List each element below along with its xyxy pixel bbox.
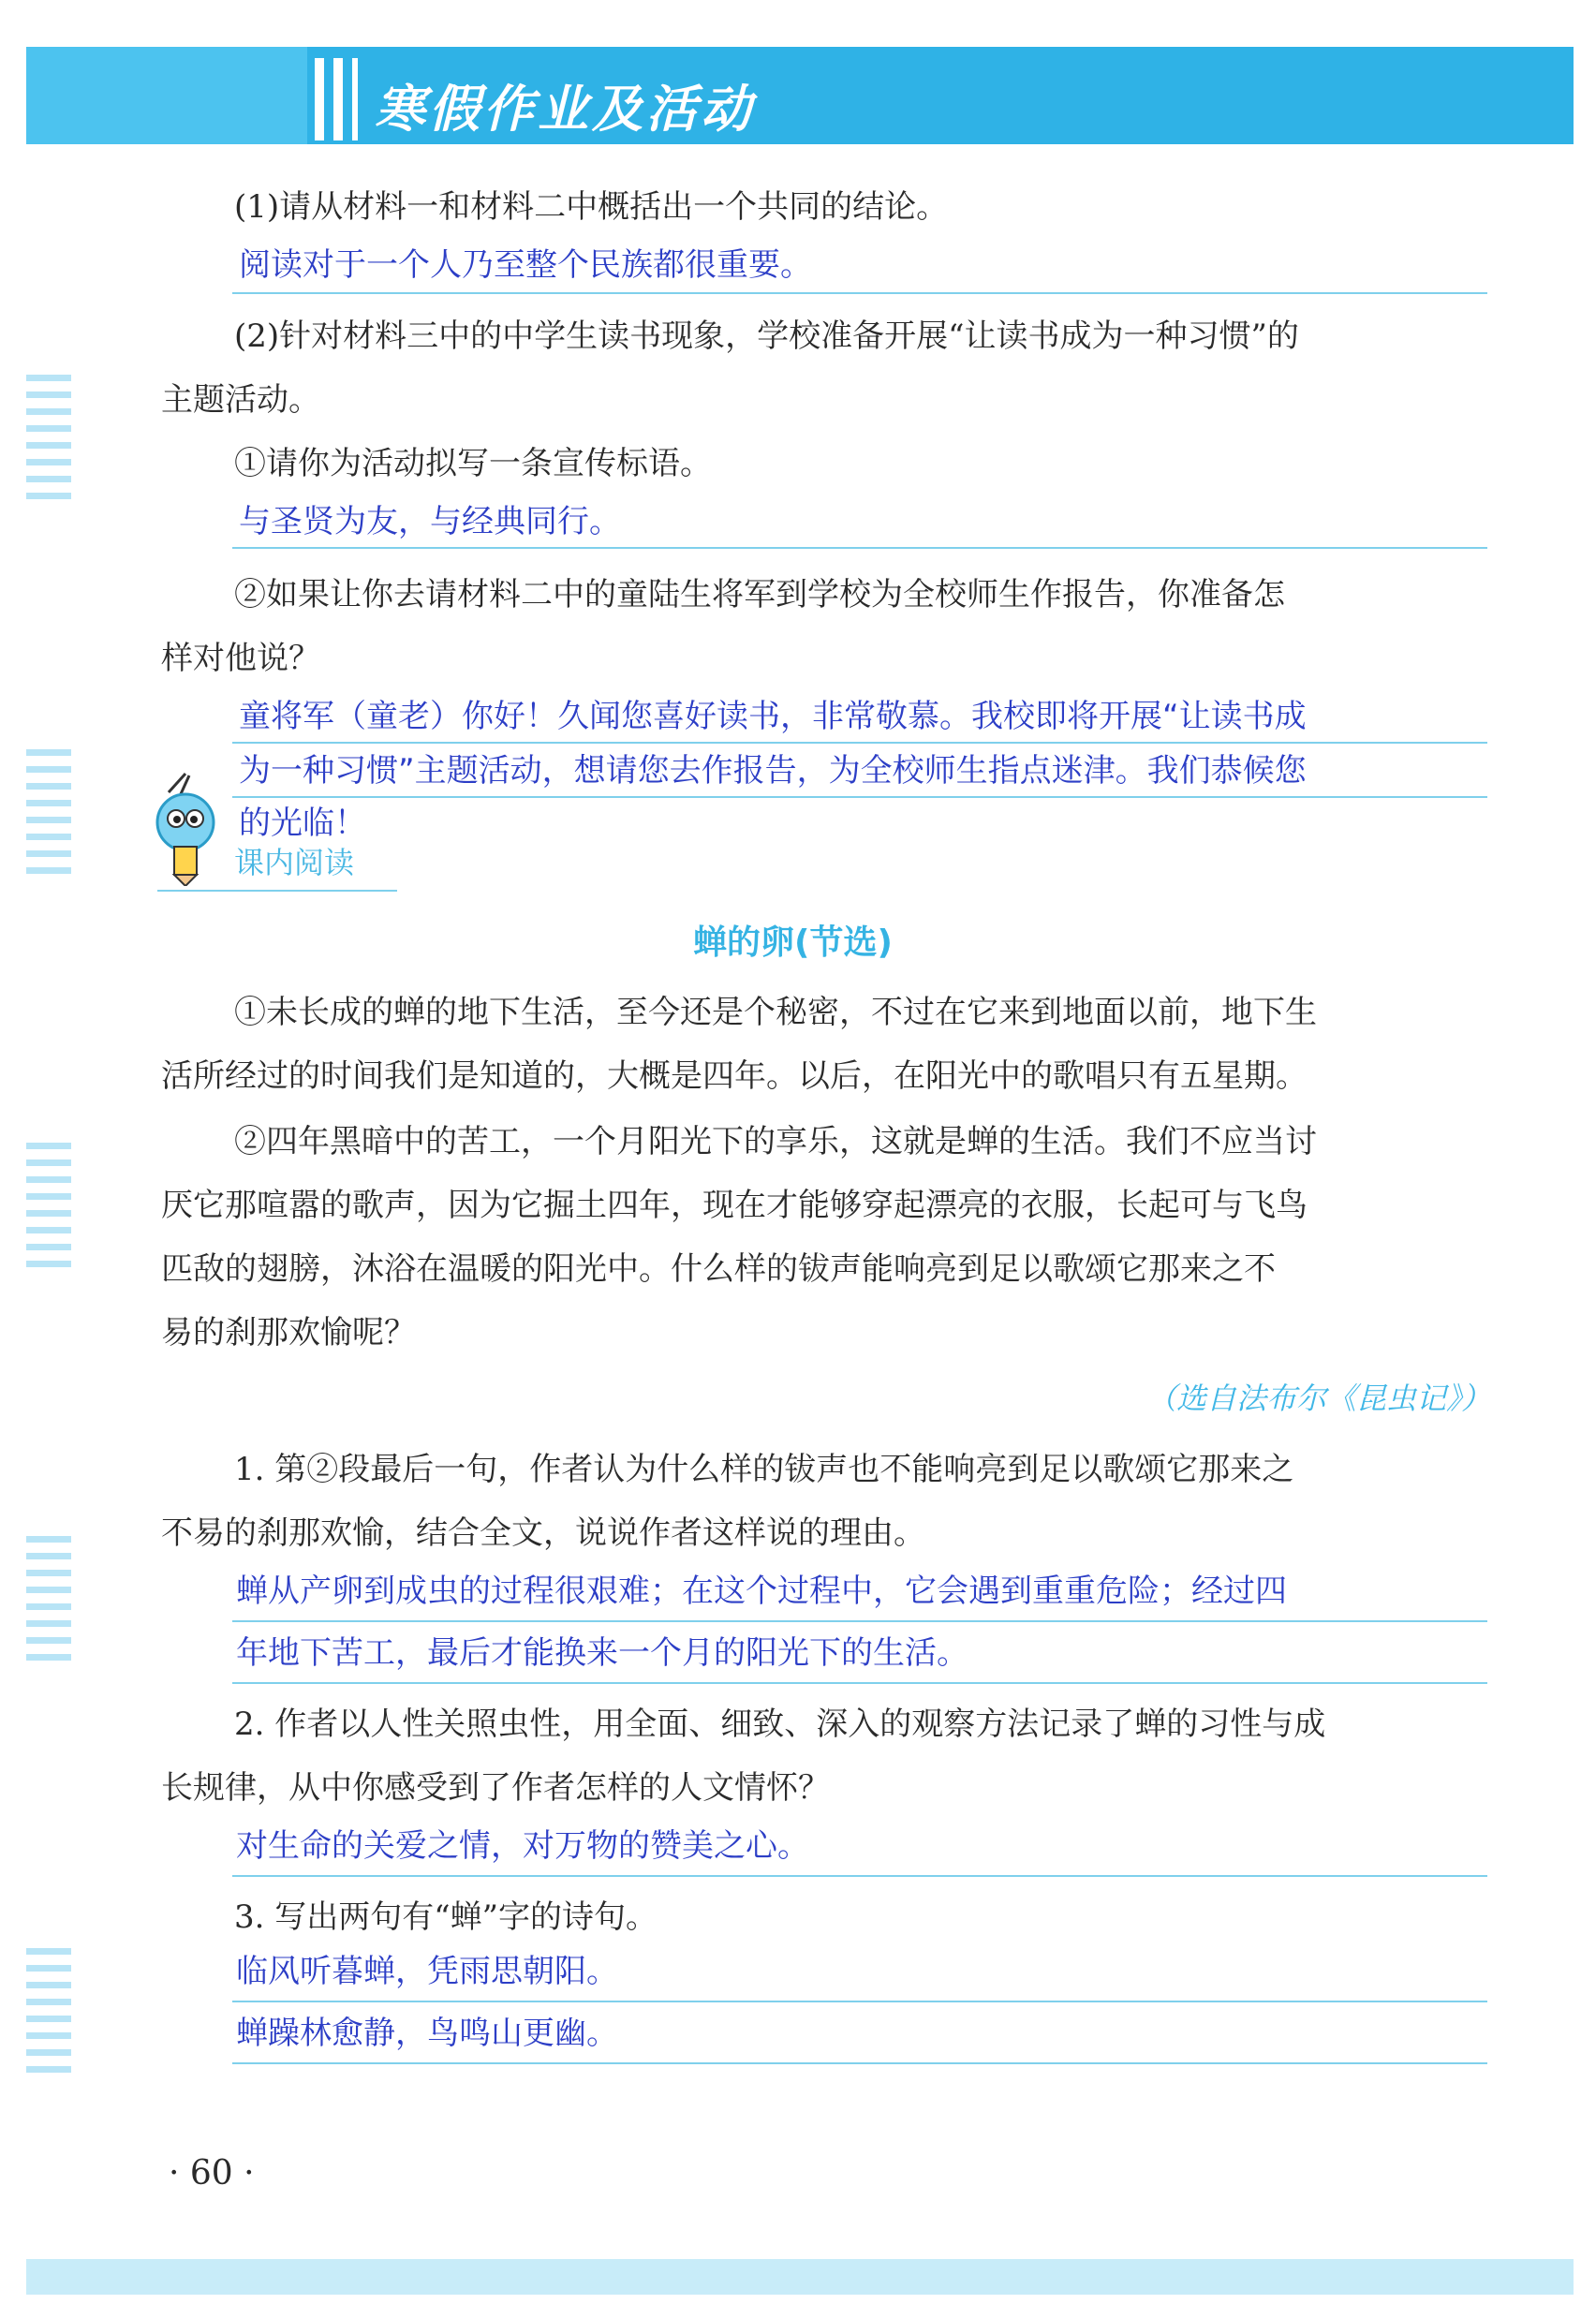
passage-p1-line1: ①未长成的蝉的地下生活，至今还是个秘密，不过在它来到地面以前，地下生 xyxy=(234,994,1317,1031)
margin-marks-5 xyxy=(26,1948,71,2083)
q2-sub2-line1: ②如果让你去请材料二中的童陆生将军到学校为全校师生作报告，你准备怎 xyxy=(234,576,1285,613)
question3-answer2: 蝉躁林愈静，鸟鸣山更幽。 xyxy=(236,2015,618,2052)
pencil-mascot-icon xyxy=(131,764,234,890)
passage-title: 蝉的卵(节选) xyxy=(693,923,893,962)
footer-band xyxy=(26,2259,1574,2295)
q2-sub2-answer-line2: 为一种习惯”主题活动，想请您去作报告，为全校师生指点迷津。我们恭候您 xyxy=(239,752,1307,790)
answer-rule xyxy=(232,2001,1487,2002)
answer-rule xyxy=(232,742,1487,744)
q2-prompt-line1: (2)针对材料三中的中学生读书现象，学校准备开展“让读书成为一种习惯”的 xyxy=(234,318,1299,355)
margin-marks-4 xyxy=(26,1536,71,1671)
q2-sub2-answer-line3: 的光临！ xyxy=(239,805,366,842)
margin-marks-1 xyxy=(26,375,71,510)
margin-marks-2 xyxy=(26,749,71,884)
question3-answer1: 临风听暮蝉，凭雨思朝阳。 xyxy=(236,1953,618,1990)
question2-answer: 对生命的关爱之情，对万物的赞美之心。 xyxy=(236,1827,809,1865)
answer-rule xyxy=(232,1682,1487,1684)
margin-marks-3 xyxy=(26,1143,71,1278)
q1-prompt: (1)请从材料一和材料二中概括出一个共同的结论。 xyxy=(234,188,949,226)
section-label-rule xyxy=(157,890,397,892)
q2-sub2-line2: 样对他说？ xyxy=(161,640,320,677)
question2-line2: 长规律，从中你感受到了作者怎样的人文情怀？ xyxy=(161,1769,830,1807)
question1-line2: 不易的刹那欢愉，结合全文，说说作者这样说的理由。 xyxy=(161,1514,925,1552)
question2-line1: 2. 作者以人性关照虫性，用全面、细致、深入的观察方法记录了蝉的习性与成 xyxy=(234,1706,1326,1743)
question1-line1: 1. 第②段最后一句，作者认为什么样的钹声也不能响亮到足以歌颂它那来之 xyxy=(234,1451,1294,1488)
answer-rule xyxy=(232,1875,1487,1877)
answer-rule xyxy=(232,2062,1487,2064)
q2-prompt-line2: 主题活动。 xyxy=(161,381,320,419)
answer-rule xyxy=(232,796,1487,798)
answer-rule xyxy=(232,292,1487,294)
passage-p2-line3: 匹敌的翅膀，沐浴在温暖的阳光中。什么样的钹声能响亮到足以歌颂它那来之不 xyxy=(161,1250,1276,1288)
passage-p2-line2: 厌它那喧嚣的歌声，因为它掘土四年，现在才能够穿起漂亮的衣服，长起可与飞鸟 xyxy=(161,1187,1308,1224)
q2-sub1: ①请你为活动拟写一条宣传标语。 xyxy=(234,445,712,482)
header-band-accent xyxy=(26,47,307,144)
answer-rule xyxy=(232,1620,1487,1622)
question3: 3. 写出两句有“蝉”字的诗句。 xyxy=(234,1898,658,1936)
passage-p1-line2: 活所经过的时间我们是知道的，大概是四年。以后，在阳光中的歌唱只有五星期。 xyxy=(161,1057,1308,1095)
header-title: 寒假作业及活动 xyxy=(375,80,755,139)
passage-source: （选自法布尔《昆虫记》） xyxy=(1145,1381,1491,1416)
q2-sub2-answer-line1: 童将军（童老）你好！久闻您喜好读书，非常敬慕。我校即将开展“让读书成 xyxy=(239,698,1307,735)
q1-answer: 阅读对于一个人乃至整个民族都很重要。 xyxy=(239,246,812,284)
q2-sub1-answer: 与圣贤为友，与经典同行。 xyxy=(239,503,621,540)
page-number: · 60 · xyxy=(169,2154,255,2193)
passage-p2-line1: ②四年黑暗中的苦工，一个月阳光下的享乐，这就是蝉的生活。我们不应当讨 xyxy=(234,1123,1317,1160)
question1-answer-line1: 蝉从产卵到成虫的过程很艰难；在这个过程中，它会遇到重重危险；经过四 xyxy=(236,1573,1287,1610)
question1-answer-line2: 年地下苦工，最后才能换来一个月的阳光下的生活。 xyxy=(236,1634,968,1672)
section-label: 课内阅读 xyxy=(234,845,355,880)
answer-rule xyxy=(232,547,1487,549)
passage-p2-line4: 易的刹那欢愉呢？ xyxy=(161,1314,416,1351)
